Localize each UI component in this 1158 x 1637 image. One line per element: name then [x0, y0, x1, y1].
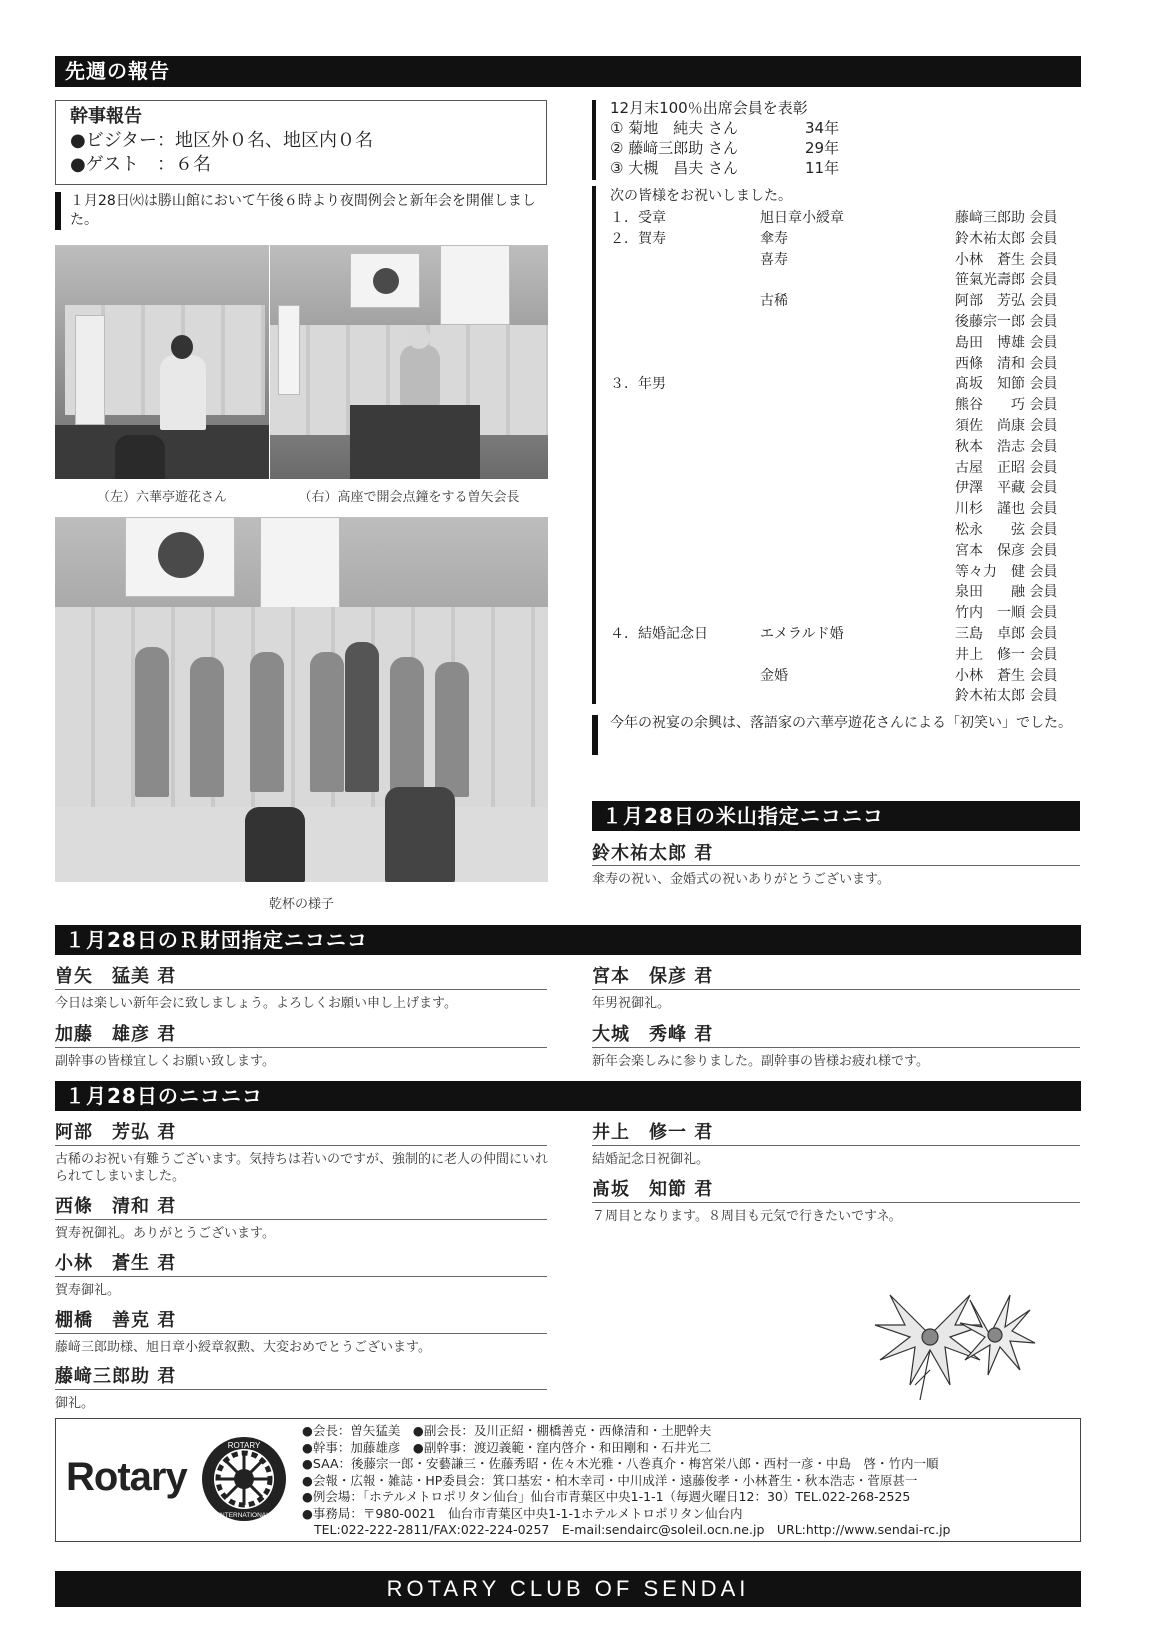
donor-message: 御礼。 — [55, 1396, 95, 1411]
intro-text: １月28日㈫は勝山館において午後６時より夜間例会と新年会を開催しました。 — [70, 193, 536, 228]
footer-info-box — [55, 1418, 1081, 1542]
donor-name: 曽矢 猛美 君 — [55, 966, 177, 987]
donor-message: 古稀のお祝い有難うございます。気持ちは若いのですが、強制的に老人の仲間にいれられてしまいました。 — [55, 1152, 548, 1184]
celebration-row — [610, 520, 1080, 541]
celebration-name: 後藤宗一郎 会員 — [955, 313, 1058, 330]
celebration-row — [610, 416, 1080, 437]
celebration-row — [610, 624, 1080, 645]
celebration-name: 宮本 保彦 会員 — [955, 542, 1058, 559]
accent-bar — [55, 192, 61, 230]
celebration-row — [610, 666, 1080, 687]
donor-name: 大城 秀峰 君 — [592, 1024, 714, 1045]
celebration-name: 秋本 浩志 会員 — [955, 438, 1058, 455]
divider — [55, 1219, 547, 1220]
celebration-name: 鈴木祐太郎 会員 — [955, 230, 1058, 247]
celebration-num: １．受章 — [610, 210, 666, 226]
celebration-row — [610, 541, 1080, 562]
celebration-row — [610, 270, 1080, 291]
celebration-num: ２．賀寿 — [610, 230, 666, 247]
celebration-name: 鈴木祐太郎 会員 — [955, 688, 1058, 705]
divider — [592, 865, 1080, 866]
celebration-name: 須佐 尚康 会員 — [955, 417, 1058, 434]
accent-bar — [592, 186, 596, 704]
japan-flag — [350, 253, 420, 308]
celebrations-title: 次の皆様をお祝いしました。 — [610, 188, 792, 204]
celebration-name: 竹内 一順 会員 — [955, 605, 1058, 622]
attendance-section — [610, 98, 910, 178]
footer-line: ●会報・広報・雑誌・HP委員会：箕口基宏・柏木幸司・中川成洋・遠藤俊孝・小林蒼生・秋本浩志・菅原甚一 — [302, 1472, 918, 1488]
secretary-title: 幹事報告 — [70, 106, 142, 127]
section-header-yoneyama: １月28日の米山指定ニコニコ — [592, 801, 1080, 831]
divider — [55, 989, 547, 990]
celebration-name: 笹氣光壽郎 会員 — [955, 272, 1058, 289]
celebration-type: 傘寿 — [760, 230, 788, 247]
divider — [55, 1389, 547, 1390]
divider — [592, 1047, 1080, 1048]
rotary-logo-text: Rotary — [66, 1455, 187, 1499]
celebration-row — [610, 395, 1080, 416]
footer-line: ●幹事：加藤雄彦 ●副幹事：渡辺義範・窪内啓介・和田剛和・石井光二 — [302, 1439, 712, 1455]
japan-flag-2 — [125, 517, 235, 597]
divider — [592, 1202, 1080, 1203]
celebration-name: 泉田 融 会員 — [955, 584, 1058, 601]
celebration-row — [610, 603, 1080, 624]
celebration-name: 等々力 健 会員 — [955, 563, 1058, 580]
celebration-row — [610, 645, 1080, 666]
entertainment-text: 今年の祝宴の余興は、落語家の六華亭遊花さんによる「初笑い」でした。 — [610, 715, 1072, 731]
celebration-row — [610, 312, 1080, 333]
celebration-row — [610, 499, 1080, 520]
donor-name: 藤﨑三郎助 君 — [55, 1366, 177, 1387]
celebration-name: 井上 修一 会員 — [955, 646, 1058, 663]
emblem-top-text: ROTARY — [227, 1441, 261, 1450]
celebration-row — [610, 686, 1080, 707]
celebration-type: エメラルド婚 — [760, 625, 844, 642]
guests-line: ●ゲスト ：６名 — [70, 154, 211, 175]
donor-message: 賀寿祝御礼。ありがとうございます。 — [55, 1226, 275, 1241]
celebration-type: 金婚 — [760, 667, 788, 684]
celebration-row — [610, 250, 1080, 271]
celebration-row — [610, 229, 1080, 250]
divider — [592, 989, 1080, 990]
donor-message: ７周目となります。８周目も元気で行きたいですネ。 — [592, 1209, 902, 1224]
celebration-type: 旭日章小綬章 — [760, 210, 844, 226]
attendance-title: 12月末100％出席会員を表彰 — [610, 99, 808, 117]
accent-bar — [592, 100, 596, 180]
caption-right: （右）高座で開会点鐘をする曽矢会長 — [298, 490, 520, 505]
divider — [55, 1333, 547, 1334]
donor-message: 今日は楽しい新年会に致しましょう。よろしくお願い申し上げます。 — [55, 996, 457, 1011]
celebration-row — [610, 562, 1080, 583]
rotary-banner — [440, 245, 510, 325]
celebration-num: ４．結婚記念日 — [610, 625, 708, 642]
caption-left: （左）六華亭遊花さん — [96, 490, 227, 505]
celebration-name: 西條 清和 会員 — [955, 355, 1058, 372]
donor-name: 井上 修一 君 — [592, 1122, 714, 1143]
donor-message: 傘寿の祝い、金婚式の祝いありがとうございます。 — [592, 872, 890, 887]
donor-name: 小林 蒼生 君 — [55, 1253, 177, 1274]
celebration-name: 三島 卓郎 会員 — [955, 625, 1058, 642]
footer-line: ●会長：曽矢猛美 ●副会長：及川正紹・棚橋善克・西條清和・土肥幹夫 — [302, 1423, 712, 1438]
celebration-name: 小林 蒼生 会員 — [955, 251, 1058, 268]
attendance-row: ② 藤﨑三郎助 さん 29年 — [610, 139, 840, 157]
celebration-num: ３．年男 — [610, 376, 666, 393]
celebration-name: 伊澤 平藏 会員 — [955, 480, 1058, 497]
emblem-bottom-text: INTERNATIONAL — [218, 1512, 270, 1519]
poinsettia-illustration — [870, 1275, 1040, 1405]
divider — [55, 1276, 547, 1277]
celebration-row — [610, 291, 1080, 312]
celebration-name: 古屋 正昭 会員 — [955, 459, 1058, 476]
donor-name: 阿部 芳弘 君 — [55, 1122, 177, 1143]
photo-rakugo — [55, 245, 269, 479]
footer-line: ●例会場：「ホテルメトロポリタン仙台」仙台市青葉区中央1-1-1（毎週火曜日12：30）TEL.022-268-2525 — [302, 1489, 911, 1504]
celebration-row — [610, 582, 1080, 603]
donor-message: 副幹事の皆様宜しくお願い致します。 — [55, 1054, 275, 1069]
donor-name: 宮本 保彦 君 — [592, 966, 714, 987]
accent-bar — [592, 715, 598, 755]
celebration-type: 喜寿 — [760, 251, 788, 268]
celebration-name: 川杉 謹也 会員 — [955, 501, 1058, 518]
section-header-nikoniko: １月28日のニコニコ — [55, 1081, 1081, 1111]
donor-message: 賀寿御礼。 — [55, 1283, 121, 1298]
celebration-name: 藤﨑三郎助 会員 — [955, 210, 1058, 226]
section-header-last-week — [55, 56, 1081, 87]
donor-name: 西條 清和 君 — [55, 1196, 177, 1217]
rotary-wheel-icon — [198, 1433, 290, 1525]
divider — [592, 1145, 1080, 1146]
section-header-r-foundation: １月28日のＲ財団指定ニコニコ — [55, 925, 1081, 955]
photo-opening-bell — [270, 245, 548, 479]
celebration-row — [610, 437, 1080, 458]
club-name: ROTARY CLUB OF SENDAI — [386, 1576, 750, 1601]
donor-name: 鈴木祐太郎 君 — [592, 843, 714, 864]
donor-message: 結婚記念日祝御礼。 — [592, 1152, 710, 1167]
celebration-name: 島田 博雄 会員 — [955, 334, 1058, 351]
kaicho-banner — [278, 305, 300, 395]
celebration-name: 熊谷 巧 会員 — [955, 397, 1058, 414]
divider — [55, 1047, 547, 1048]
celebration-type: 古稀 — [760, 293, 788, 310]
celebration-row — [610, 208, 1080, 229]
footer-line: ●SAA：後藤宗一郎・安藝謙三・佐藤秀昭・佐々木光雅・八巻真介・梅宮栄八郎・西村一彦・中島 啓・竹内一順 — [302, 1456, 939, 1471]
footer-line: ●事務局：〒980-0021 仙台市青葉区中央1-1-1ホテルメトロポリタン仙台内 — [302, 1505, 743, 1521]
donor-name: 髙坂 知節 君 — [592, 1179, 714, 1200]
celebration-name: 阿部 芳弘 会員 — [955, 293, 1058, 310]
celebrations-table — [610, 208, 1080, 707]
attendance-row: ① 菊地 純夫 さん 34年 — [610, 119, 840, 137]
celebration-name: 小林 蒼生 会員 — [955, 667, 1058, 684]
donor-name: 加藤 雄彦 君 — [55, 1024, 177, 1045]
celebration-row — [610, 354, 1080, 375]
attendance-row: ③ 大槻 昌夫 さん 11年 — [610, 159, 840, 177]
celebration-row — [610, 478, 1080, 499]
divider — [55, 1145, 547, 1146]
visitors-line: ●ビジター：地区外０名、地区内０名 — [70, 130, 373, 151]
celebration-row — [610, 333, 1080, 354]
celebration-name: 髙坂 知節 会員 — [955, 376, 1058, 393]
caption-bottom: 乾杯の様子 — [268, 897, 334, 912]
donor-name: 棚橋 善克 君 — [55, 1310, 177, 1331]
donor-message: 年男祝御礼。 — [592, 996, 671, 1011]
celebration-row — [610, 374, 1080, 395]
photo-toast — [55, 517, 548, 882]
donor-message: 藤﨑三郎助様、旭日章小綬章叙勲、大変おめでとうございます。 — [55, 1340, 431, 1355]
section-title: 先週の報告 — [65, 59, 170, 83]
secretary-report-box — [55, 100, 547, 185]
club-name-bar — [55, 1571, 1081, 1607]
celebration-name: 松永 弦 会員 — [955, 521, 1058, 538]
celebration-row — [610, 458, 1080, 479]
footer-line: TEL:022-222-2811/FAX:022-224-0257 E-mail:sendairc@soleil.ocn.ne.jp URL:http://www.sendai-rc.jp — [314, 1522, 951, 1537]
donor-message: 新年会楽しみに参りました。副幹事の皆様お疲れ様です。 — [592, 1054, 929, 1069]
